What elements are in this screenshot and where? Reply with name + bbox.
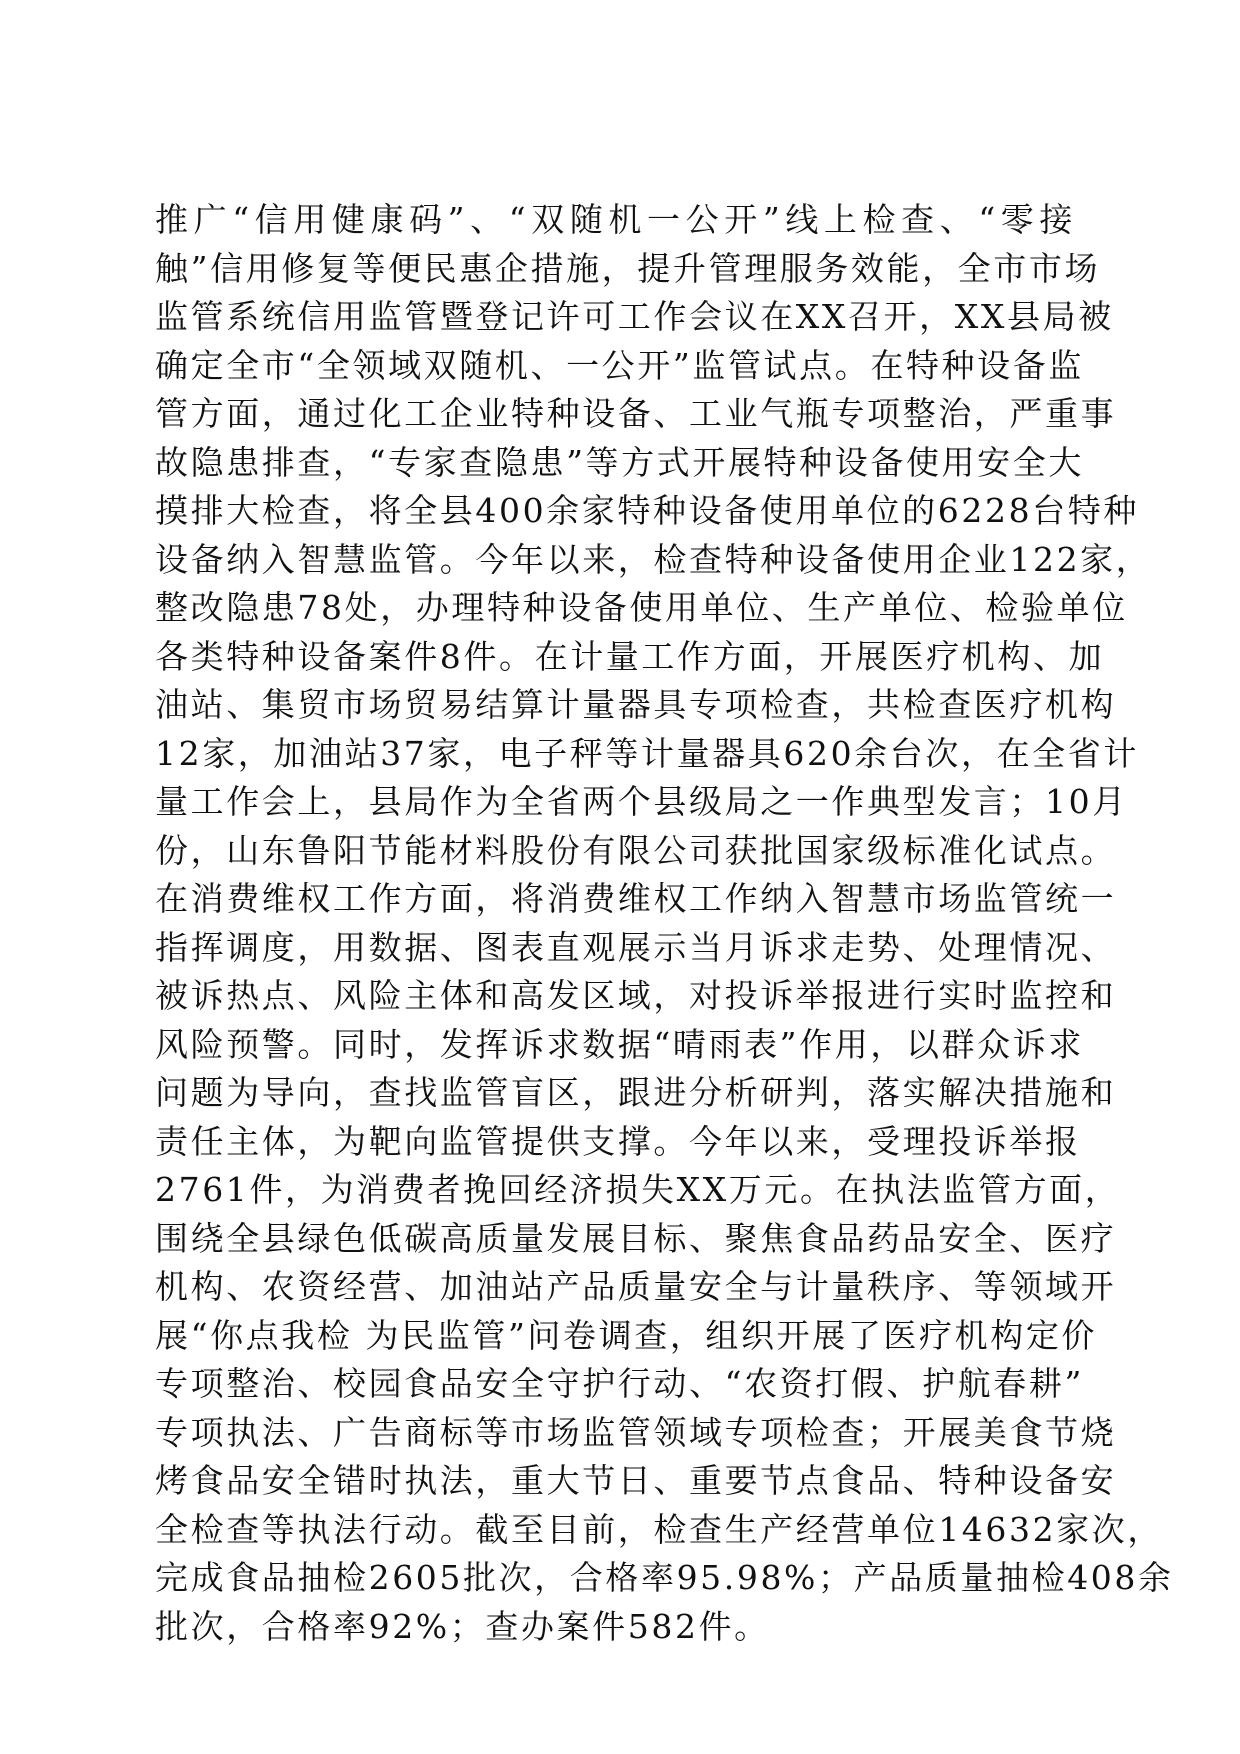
- text-line: 各类特种设备案件8件。在计量工作方面，开展医疗机构、加: [155, 636, 1105, 676]
- text-line: 完成食品抽检2605批次，合格率95.98%；产品质量抽检408余: [155, 1558, 1174, 1597]
- text-line: 在消费维权工作方面，将消费维权工作纳入智慧市场监管统一: [155, 879, 1117, 918]
- text-line: 批次，合格率92%；查办案件582件。: [155, 1606, 770, 1646]
- text-line: 整改隐患78处，办理特种设备使用单位、生产单位、检验单位: [155, 588, 1128, 627]
- text-line: 烤食品安全错时执法，重大节日、重要节点食品、特种设备安: [155, 1461, 1117, 1500]
- text-line: 机构、农资经营、加油站产品质量安全与计量秩序、等领域开: [155, 1267, 1117, 1306]
- text-line: 专项执法、广告商标等市场监管领域专项检查；开展美食节烧: [155, 1412, 1117, 1452]
- text-line: 故隐患排查，“专家查隐患”等方式开展特种设备使用安全大: [155, 442, 1084, 482]
- text-line: 设备纳入智慧监管。今年以来，检查特种设备使用企业122家，: [155, 539, 1152, 579]
- text-line: 责任主体，为靶向监管提供支撑。今年以来，受理投诉举报: [155, 1121, 1081, 1161]
- text-line: 确定全市“全领域双随机、一公开”监管试点。在特种设备监: [155, 345, 1084, 385]
- text-line: 量工作会上，县局作为全省两个县级局之一作典型发言；10月: [155, 782, 1128, 821]
- text-line: 推广“信用健康码”、“双随机一公开”线上检查、“零接: [155, 200, 1075, 239]
- body-paragraph: [155, 196, 1174, 1651]
- text-line: 油站、集贸市场贸易结算计量器具专项检查，共检查医疗机构: [155, 685, 1117, 724]
- text-line: 被诉热点、风险主体和高发区域，对投诉举报进行实时监控和: [155, 976, 1117, 1015]
- text-line: 份，山东鲁阳节能材料股份有限公司获批国家级标准化试点。: [155, 830, 1117, 870]
- text-line: 展“你点我检 为民监管”问卷调查，组织开展了医疗机构定价: [155, 1315, 1098, 1355]
- text-line: 管方面，通过化工企业特种设备、工业气瓶专项整治，严重事: [155, 394, 1117, 433]
- text-line: 围绕全县绿色低碳高质量发展目标、聚焦食品药品安全、医疗: [155, 1218, 1117, 1258]
- text-line: 全检查等执法行动。截至目前，检查生产经营单位14632家次，: [155, 1509, 1163, 1549]
- text-line: 专项整治、校园食品安全守护行动、“农资打假、护航春耕”: [155, 1364, 1084, 1403]
- text-line: 问题为导向，查找监管盲区，跟进分析研判，落实解决措施和: [155, 1073, 1117, 1112]
- text-line: 触”信用修复等便民惠企措施，提升管理服务效能，全市市场: [155, 248, 1101, 288]
- text-line: 12家，加油站37家，电子秤等计量器具620余台次，在全省计: [155, 733, 1139, 773]
- text-line: 指挥调度，用数据、图表直观展示当月诉求走势、处理情况、: [155, 927, 1117, 967]
- text-line: 监管系统信用监管暨登记许可工作会议在XX召开，XX县局被: [155, 297, 1114, 336]
- text-line: 2761件，为消费者挽回经济损失XX万元。在执法监管方面，: [155, 1170, 1121, 1209]
- text-line: 风险预警。同时，发挥诉求数据“晴雨表”作用，以群众诉求: [155, 1024, 1084, 1064]
- text-line: 摸排大检查，将全县400余家特种设备使用单位的6228台特种: [155, 491, 1139, 530]
